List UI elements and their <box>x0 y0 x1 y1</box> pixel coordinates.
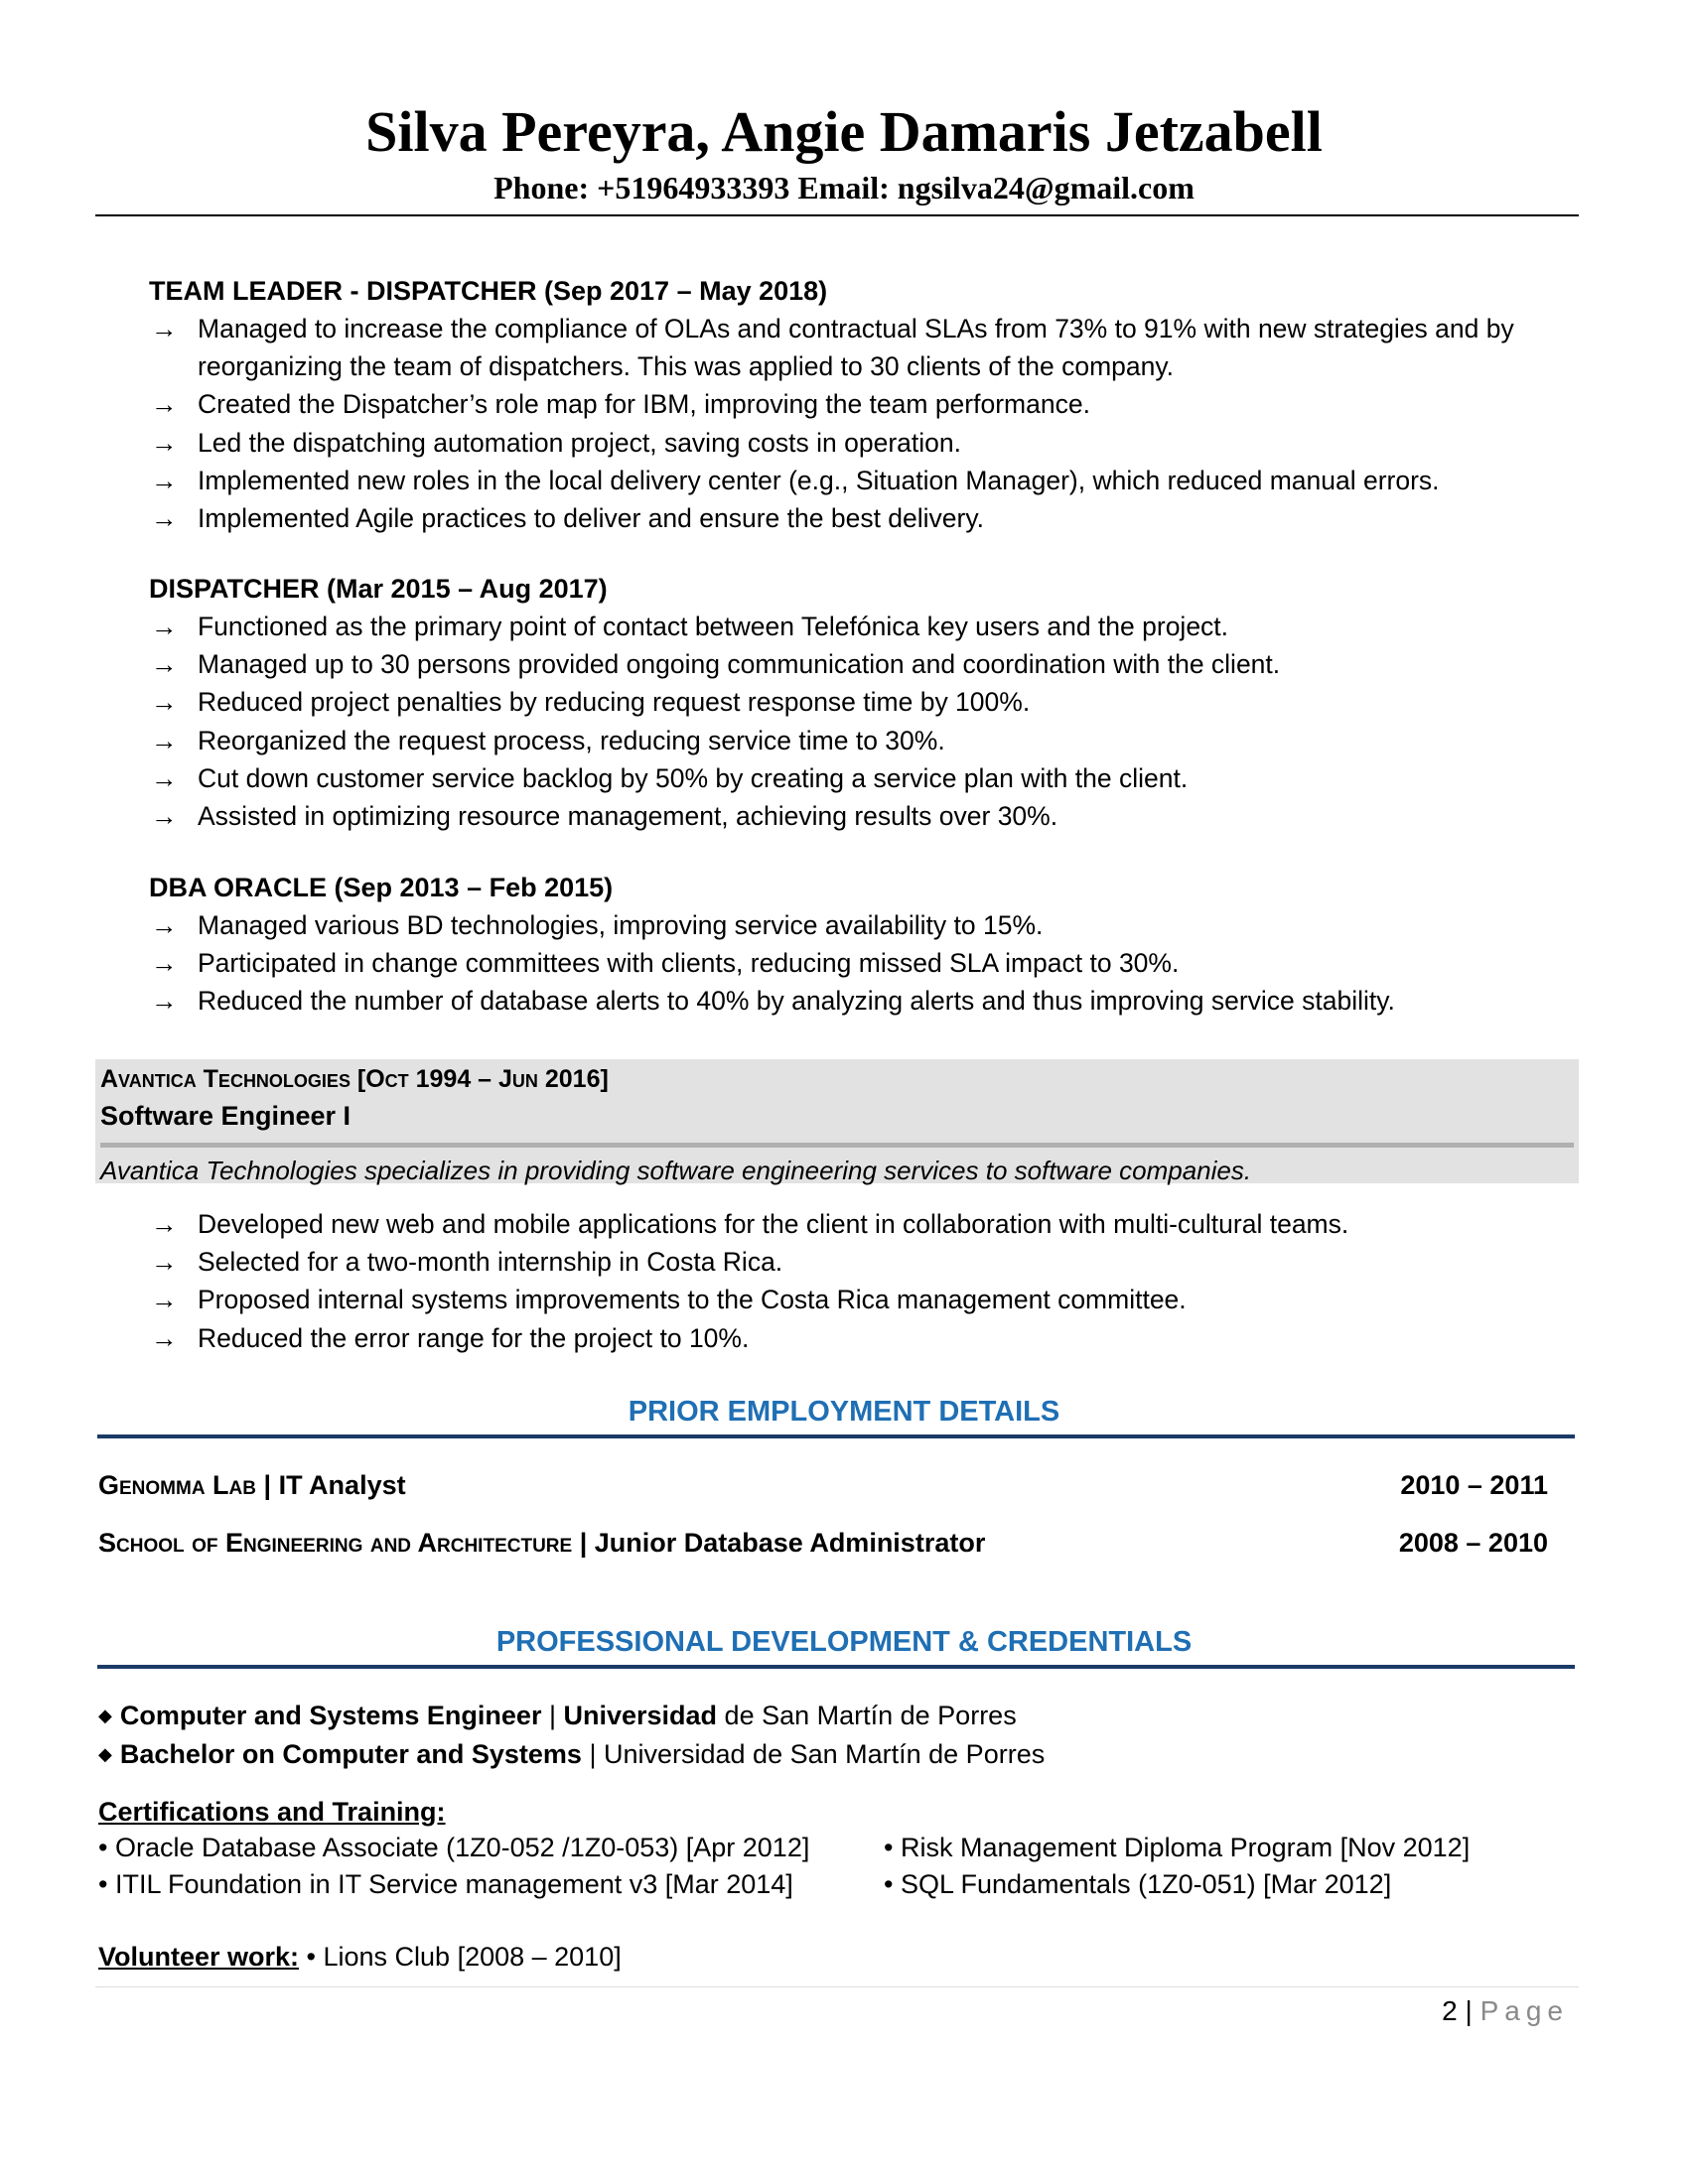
list-item: → Functioned as the primary point of contact between Telefónica key users and the project. <box>149 608 1589 645</box>
section-divider <box>97 1665 1575 1669</box>
company-description: Avantica Technologies specializes in providing software engineering services to software companies. <box>100 1156 1252 1185</box>
employment-dates: [Oct 1994 – Jun 2016] <box>356 1065 609 1093</box>
job-dba-oracle <box>149 869 1589 1021</box>
role-title: Software Engineer I <box>100 1101 352 1131</box>
footer-divider <box>95 1986 1579 1987</box>
list-item: → Proposed internal systems improvements to the Costa Rica management committee. <box>149 1281 1589 1318</box>
arrow-icon: → <box>151 612 178 641</box>
section-divider <box>97 1434 1575 1438</box>
prior-job: Genomma Lab | IT Analyst 2010 – 2011 <box>98 1467 1548 1503</box>
arrow-icon: → <box>151 948 178 979</box>
list-item: → Created the Dispatcher’s role map for IBM, improving the team performance. <box>149 385 1589 423</box>
job-team-leader <box>149 272 1589 537</box>
company-name: Avantica Technologies <box>100 1065 351 1093</box>
volunteer-work: Volunteer work: • Lions Club [2008 – 2010] <box>98 1942 622 1972</box>
diamond-icon: ◆ <box>98 1744 112 1764</box>
section-heading-prior-employment: PRIOR EMPLOYMENT DETAILS <box>628 1396 1060 1428</box>
arrow-icon: → <box>151 762 178 793</box>
list-item: → Assisted in optimizing resource management, achieving results over 30%. <box>149 797 1589 835</box>
candidate-name: Silva Pereyra, Angie Damaris Jetzabell <box>365 99 1323 164</box>
job-dispatcher <box>149 570 1589 835</box>
cert-item: • SQL Fundamentals (1Z0-051) [Mar 2012] <box>884 1869 1392 1899</box>
arrow-icon: → <box>151 986 178 1017</box>
list-item: → Reduced the number of database alerts to 40% by analyzing alerts and thus improving service stability. <box>149 982 1589 1020</box>
cert-item: • ITIL Foundation in IT Service management v3 [Mar 2014] <box>98 1869 793 1899</box>
cert-item: • Risk Management Diploma Program [Nov 2012] <box>884 1833 1471 1862</box>
arrow-icon: → <box>151 649 178 680</box>
arrow-icon: → <box>151 687 178 718</box>
job-title: DBA ORACLE (Sep 2013 – Feb 2015) <box>149 873 614 902</box>
contact-info: Phone: +51964933393 Email: ngsilva24@gmail.com <box>493 170 1195 205</box>
arrow-icon: → <box>151 427 178 458</box>
list-item: → Cut down customer service backlog by 50% by creating a service plan with the client. <box>149 759 1589 797</box>
years: 2008 – 2010 <box>1398 1528 1548 1558</box>
prior-job: School of Engineering and Architecture | Junior Database Administrator 2008 – 2010 <box>98 1525 1548 1561</box>
arrow-icon: → <box>151 1285 178 1315</box>
list-item: → Implemented Agile practices to deliver and ensure the best delivery. <box>149 499 1589 537</box>
section-heading-development: PROFESSIONAL DEVELOPMENT & CREDENTIALS <box>495 1626 1193 1658</box>
bullet-list <box>149 1205 1589 1357</box>
arrow-icon: → <box>151 1247 178 1278</box>
job-title: DISPATCHER (Mar 2015 – Aug 2017) <box>149 574 608 604</box>
page-number: 2 | Page <box>1442 1995 1569 2026</box>
arrow-icon: → <box>151 314 178 343</box>
certifications-heading: Certifications and Training: <box>98 1797 446 1827</box>
header-divider <box>95 214 1579 216</box>
education-item: ◆ Bachelor on Computer and Systems | Universidad de San Martín de Porres <box>98 1739 1046 1769</box>
bullet-list <box>149 310 1589 537</box>
list-item: → Reduced project penalties by reducing request response time by 100%. <box>149 683 1589 721</box>
arrow-icon: → <box>151 910 178 940</box>
avantica-bullets <box>149 1205 1589 1357</box>
job-title: TEAM LEADER - DISPATCHER (Sep 2017 – May 2018) <box>149 276 828 306</box>
bullet-list <box>149 906 1589 1021</box>
list-item: → Managed various BD technologies, improving service availability to 15%. <box>149 906 1589 944</box>
arrow-icon: → <box>151 1209 178 1239</box>
list-item: → Reorganized the request process, reducing service time to 30%. <box>149 722 1589 759</box>
list-item: → Managed to increase the compliance of OLAs and contractual SLAs from 73% to 91% with new strategies and by reorganizing the team of dispatchers. This was applied to 30 clients of the company. <box>149 310 1589 385</box>
arrow-icon: → <box>151 725 178 755</box>
arrow-icon: → <box>151 465 178 495</box>
diamond-icon: ◆ <box>98 1706 112 1725</box>
divider <box>100 1143 1574 1148</box>
cert-item: • Oracle Database Associate (1Z0-052 /1Z0-053) [Apr 2012] <box>98 1833 810 1862</box>
list-item: → Reduced the error range for the project to 10%. <box>149 1319 1589 1357</box>
employer-header-avantica <box>95 1059 1579 1183</box>
list-item: → Developed new web and mobile applications for the client in collaboration with multi-cultural teams. <box>149 1205 1589 1243</box>
arrow-icon: → <box>151 801 178 832</box>
arrow-icon: → <box>151 1322 178 1353</box>
arrow-icon: → <box>151 503 178 534</box>
arrow-icon: → <box>151 389 178 420</box>
years: 2010 – 2011 <box>1400 1470 1548 1500</box>
list-item: → Led the dispatching automation project, saving costs in operation. <box>149 424 1589 462</box>
education-item: ◆ Computer and Systems Engineer | Universidad de San Martín de Porres <box>98 1701 1017 1730</box>
list-item: → Participated in change committees with clients, reducing missed SLA impact to 30%. <box>149 944 1589 982</box>
list-item: → Managed up to 30 persons provided ongoing communication and coordination with the client. <box>149 645 1589 683</box>
bullet-list <box>149 608 1589 835</box>
list-item: → Implemented new roles in the local delivery center (e.g., Situation Manager), which reduced manual errors. <box>149 462 1589 499</box>
list-item: → Selected for a two-month internship in Costa Rica. <box>149 1243 1589 1281</box>
